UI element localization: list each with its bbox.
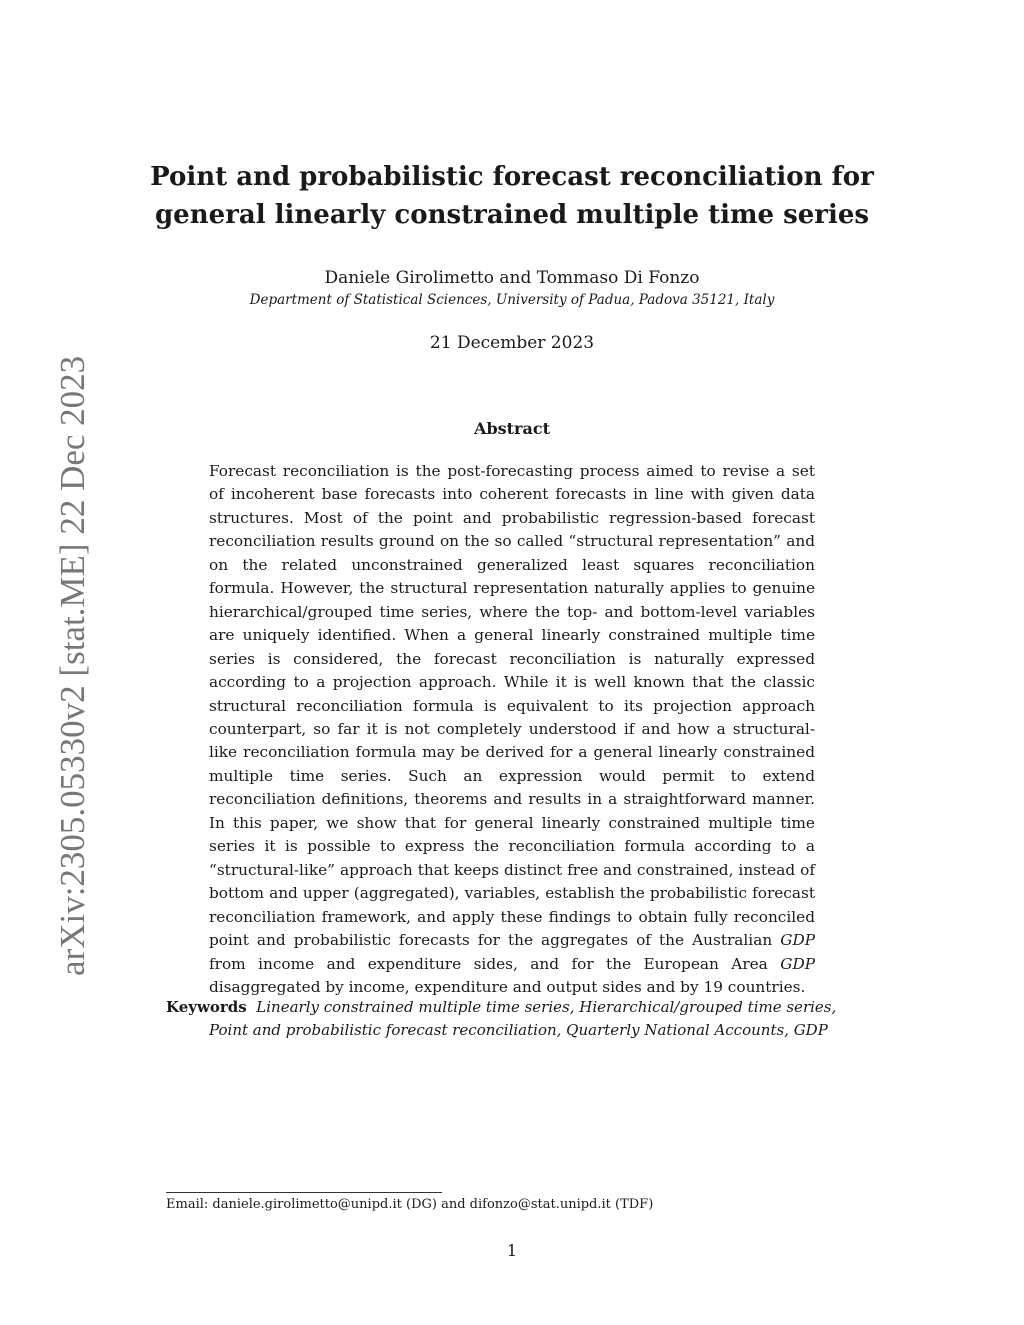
abstract-text-part-3: disaggregated by income, expenditure and output sides and by 19 countries. (209, 977, 806, 996)
abstract-text-part-1: Forecast reconciliation is the post-forecasting process aimed to revise a set of incoherent base forecasts into coherent forecasts in line with given data structures. Most of the point and probabilistic regression-based forecast reconciliation results ground on the so called “structural representation” and on the related unconstrained generalized least squares reconciliation formula. However, the structural representation naturally applies to genuine hierarchical/grouped time series, where the top- and bottom-level variables are uniquely identified. When a general linearly constrained multiple time series is considered, the forecast reconciliation is naturally expressed according to a projection approach. While it is well known that the classic structural reconciliation formula is equivalent to its projection approach counterpart, so far it is not completely understood if and how a structural-like reconciliation formula may be derived for a general linearly constrained multiple time series. Such an expression would permit to extend reconciliation definitions, theorems and results in a straightforward manner. In this paper, we show that for general linearly constrained multiple time series it is possible to express the reconciliation formula according to a “structural-like” approach that keeps distinct free and constrained, instead of bottom and upper (aggregated), variables, establish the probabilistic forecast reconciliation framework, and apply these findings to obtain fully reconciled point and probabilistic forecasts for the aggregates of the Australian (209, 462, 815, 950)
footnote-divider (166, 1192, 442, 1193)
keywords-line-2 (166, 1019, 828, 1042)
abstract-text-part-2: from income and expenditure sides, and for the European Area (209, 954, 781, 973)
paper-authors: Daniele Girolimetto and Tommaso Di Fonzo (324, 268, 700, 288)
abstract-gdp-term-1: GDP (780, 931, 815, 950)
author-affiliation: Department of Statistical Sciences, University of Padua, Padova 35121, Italy (249, 292, 775, 308)
footnote-email: Email: daniele.girolimetto@unipd.it (DG) and difonzo@stat.unipd.it (TDF) (166, 1197, 654, 1212)
paper-title: Point and probabilistic forecast reconciliation for general linearly constrained multiple time series (150, 162, 874, 230)
keywords-section (166, 996, 837, 1042)
keywords-list-line-2: Point and probabilistic forecast reconciliation, Quarterly National Accounts, GDP (209, 1021, 828, 1039)
abstract-gdp-term-2: GDP (780, 954, 815, 973)
page-number: 1 (506, 1241, 518, 1260)
abstract-body (209, 460, 815, 999)
abstract-heading: Abstract (474, 419, 550, 438)
paper-date: 21 December 2023 (429, 333, 595, 353)
keywords-label: Keywords (166, 998, 247, 1016)
keywords-list-line-1: Linearly constrained multiple time series, Hierarchical/grouped time series, (256, 998, 837, 1016)
keywords-line-1 (166, 996, 837, 1019)
arxiv-identifier-sidebar: arXiv:2305.05330v2 [stat.ME] 22 Dec 2023 (53, 355, 92, 976)
